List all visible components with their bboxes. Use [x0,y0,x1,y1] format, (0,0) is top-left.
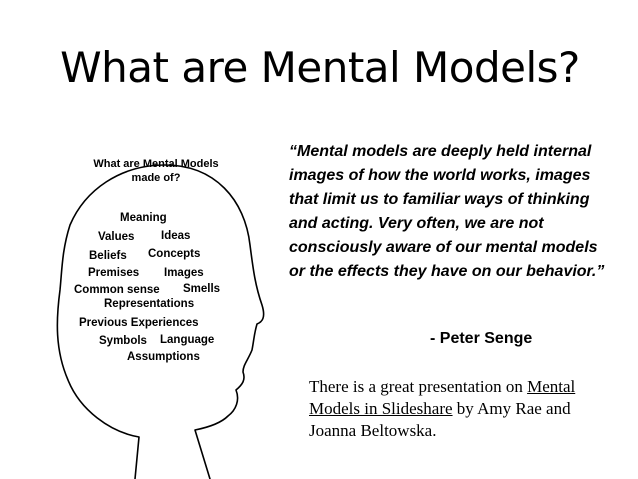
head-heading-line1: What are Mental Models [93,158,219,170]
word-concepts: Concepts [148,248,201,260]
word-premises: Premises [88,267,140,279]
head-diagram-heading [76,157,236,185]
quote-text: “Mental models are deeply held internal images of how the world works, images that limit us to familiar ways of thinking and acting. Very often, we are not consciously aware of our mental models or the effects they have on our behavior.” [289,143,605,280]
word-assumptions: Assumptions [127,351,200,363]
word-ideas: Ideas [161,230,191,242]
slideshare-link[interactable]: Mental Models in Slideshare [309,377,576,418]
word-symbols: Symbols [99,335,147,347]
word-previous-experiences: Previous Experiences [79,317,199,329]
slide-title: What are Mental Models? [60,43,580,92]
word-common-sense: Common sense [74,284,160,296]
word-meaning: Meaning [120,212,167,224]
presentation-note [309,376,609,442]
quote-author: - Peter Senge [430,330,533,347]
word-beliefs: Beliefs [89,250,127,262]
word-values: Values [98,231,135,243]
note-prefix: There is a great presentation on [309,377,528,396]
word-representations: Representations [104,298,195,310]
word-smells: Smells [183,283,221,295]
head-heading-line2: made of? [131,172,181,184]
note-suffix: by Amy Rae and Joanna Beltowska. [309,399,571,440]
word-images: Images [164,267,204,279]
word-language: Language [160,334,215,346]
